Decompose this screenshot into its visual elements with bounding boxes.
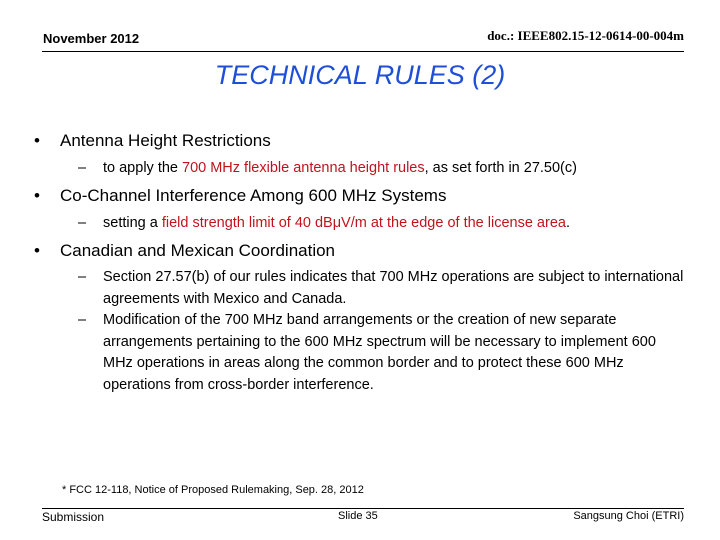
footer-submission: Submission bbox=[42, 510, 105, 524]
dash-icon: – bbox=[78, 215, 87, 231]
slide-title: TECHNICAL RULES (2) bbox=[214, 60, 506, 90]
bullet-antenna-height bbox=[34, 131, 271, 151]
sub-pre: to apply the bbox=[103, 160, 182, 176]
dash-icon: – bbox=[78, 269, 87, 285]
bullet-dot-icon: • bbox=[34, 241, 40, 260]
dash-icon: – bbox=[78, 160, 87, 176]
sub-text: Modification of the 700 MHz band arrangements or the creation of new separate arrangements pertaining to the 600 MHz spectrum will be necessary to implement 600 MHz operations in areas along the common border and to protect these 600 MHz operations from cross-border interference. bbox=[103, 312, 656, 393]
footer-author: Sangsung Choi (ETRI) bbox=[573, 510, 684, 522]
bullet-coordination bbox=[34, 241, 335, 261]
bullet-dot-icon: • bbox=[34, 186, 40, 205]
header-doc-id: doc.: IEEE802.15-12-0614-00-004m bbox=[487, 28, 684, 43]
sub-highlight: field strength limit of 40 dBμV/m at the edge of the license area bbox=[161, 215, 566, 231]
bullet-heading: Co-Channel Interference Among 600 MHz Systems bbox=[60, 186, 447, 205]
header-divider bbox=[42, 51, 684, 52]
sub-item-co-channel bbox=[78, 215, 570, 231]
footnote: * FCC 12-118, Notice of Proposed Rulemaking, Sep. 28, 2012 bbox=[62, 484, 364, 496]
sub-highlight: 700 MHz flexible antenna height rules bbox=[182, 160, 425, 176]
bullet-dot-icon: • bbox=[34, 131, 40, 150]
bullet-heading: Canadian and Mexican Coordination bbox=[60, 241, 336, 260]
header-date: November 2012 bbox=[43, 31, 140, 46]
sub-post: . bbox=[565, 215, 570, 231]
bullet-co-channel bbox=[34, 186, 446, 206]
sub-item bbox=[78, 310, 688, 396]
footer-slide-number: Slide 35 bbox=[338, 510, 378, 522]
sub-list-coordination bbox=[78, 267, 688, 396]
sub-item bbox=[78, 267, 688, 310]
sub-text: Section 27.57(b) of our rules indicates that 700 MHz operations are subject to international agreements with Mexico and Canada. bbox=[103, 269, 684, 307]
footer-divider bbox=[42, 508, 684, 509]
sub-post: , as set forth in 27.50(c) bbox=[424, 160, 577, 176]
dash-icon: – bbox=[78, 312, 87, 328]
sub-pre: setting a bbox=[103, 215, 162, 231]
bullet-heading: Antenna Height Restrictions bbox=[60, 131, 271, 150]
sub-item-antenna bbox=[78, 160, 577, 176]
